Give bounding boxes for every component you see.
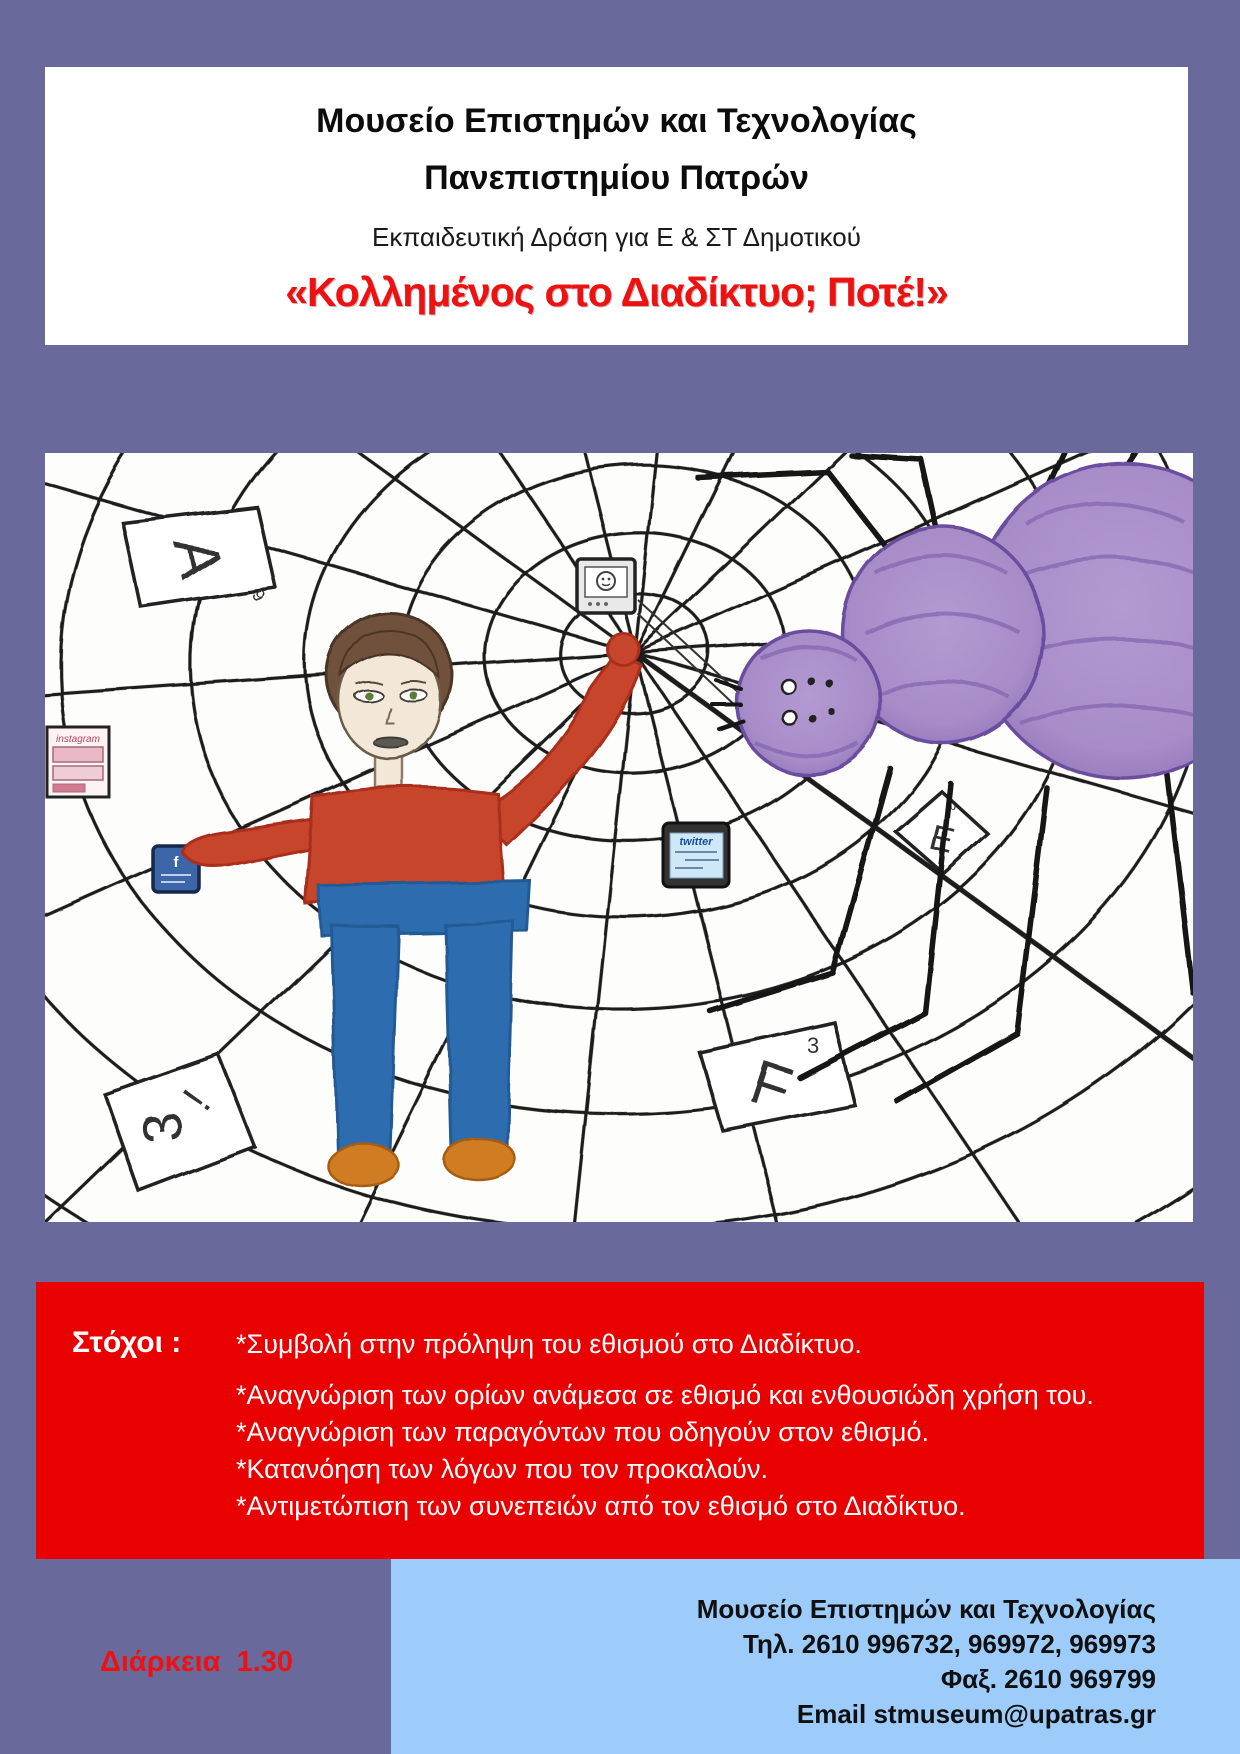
duration-label: Διάρκεια 1.30	[100, 1646, 294, 1678]
svg-text:9: 9	[246, 585, 269, 604]
smiley-device-drawing	[577, 559, 635, 613]
svg-text:ω: ω	[945, 797, 956, 812]
objective-item: *Συμβολή στην πρόληψη του εθισμού στο Διαδίκτυο.	[236, 1329, 862, 1359]
contact-museum-name: Μουσείο Επιστημών και Τεχνολογίας	[696, 1594, 1156, 1624]
contact-email: Email stmuseum@upatras.gr	[796, 1699, 1156, 1729]
svg-text:A: A	[161, 531, 234, 584]
web-drawing-canvas	[45, 453, 1193, 1222]
contact-phone: Τηλ. 2610 996732, 969972, 969973	[743, 1629, 1156, 1659]
contact-panel	[391, 1559, 1240, 1754]
svg-text:3: 3	[129, 1109, 196, 1147]
activity-subtitle: Εκπαιδευτική Δράση για Ε & ΣΤ Δημοτικού	[372, 222, 861, 252]
contact-fax: Φαξ. 2610 969799	[940, 1664, 1156, 1694]
svg-text:E: E	[925, 815, 959, 862]
svg-text:F: F	[742, 1047, 800, 1126]
instagram-phone-drawing	[47, 727, 109, 797]
illustration-panel	[45, 453, 1193, 1222]
slogan-title: «Κολλημένος στο Διαδίκτυο; Ποτέ!»	[285, 269, 948, 315]
museum-title-line1: Μουσείο Επιστημών και Τεχνολογίας	[316, 102, 917, 140]
museum-title-line2: Πανεπιστημίου Πατρών	[424, 159, 809, 197]
svg-text:twitter: twitter	[679, 836, 713, 848]
objectives-heading: Στόχοι :	[72, 1326, 182, 1359]
header-card	[45, 67, 1188, 345]
svg-text:3: 3	[807, 1033, 820, 1058]
objective-item: *Αντιμετώπιση των συνεπειών από τον εθισμό στο Διαδίκτυο.	[236, 1491, 966, 1521]
objective-item: *Κατανόηση των λόγων που τον προκαλούν.	[236, 1454, 768, 1484]
boy-drawing	[183, 613, 641, 1186]
svg-text:!: !	[173, 1081, 220, 1119]
objectives-panel	[36, 1282, 1204, 1559]
twitter-tablet-drawing	[663, 823, 729, 887]
letter-tile-a	[123, 507, 275, 607]
objective-item: *Αναγνώριση των ορίων ανάμεσα σε εθισμό και ενθουσιώδη χρήση του.	[236, 1380, 1094, 1410]
objectives-list	[212, 1326, 1094, 1559]
objective-item: *Αναγνώριση των παραγόντων που οδηγούν στον εθισμό.	[236, 1417, 929, 1447]
svg-text:instagram: instagram	[56, 734, 100, 745]
svg-text:f: f	[173, 854, 179, 871]
letter-tile-f	[700, 1023, 855, 1131]
